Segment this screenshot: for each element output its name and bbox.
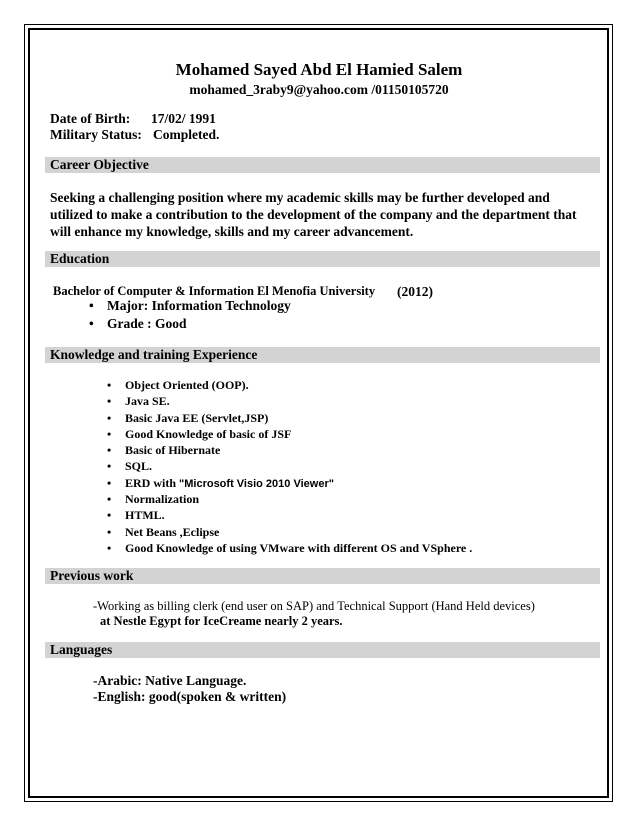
language-english: -English: good(spoken & written) — [93, 689, 287, 704]
work-employer: at Nestle Egypt for IceCreame nearly 2 years. — [100, 614, 343, 628]
list-item: • Java SE. — [125, 393, 472, 409]
work-description: -Working as billing clerk (end user on SAP) and Technical Support (Hand Held devices) — [93, 599, 535, 613]
section-header-career-objective: Career Objective — [45, 157, 600, 173]
objective-paragraph — [50, 189, 590, 240]
section-header-knowledge: Knowledge and training Experience — [45, 347, 600, 363]
list-item: • Major: Information Technology — [107, 297, 291, 315]
objective-line: utilized to make a contribution to the development of the company and the department that — [50, 207, 577, 222]
degree-text: Bachelor of Computer & Information El Menofia University — [53, 284, 376, 298]
list-item: • Object Oriented (OOP). — [125, 377, 472, 393]
section-header-education: Education — [45, 251, 600, 267]
list-item: • Basic Java EE (Servlet,JSP) — [125, 410, 472, 426]
erd-tool: "Microsoft Visio 2010 Viewer" — [179, 477, 334, 490]
list-item: • SQL. — [125, 458, 472, 474]
list-item: • Net Beans ,Eclipse — [125, 524, 472, 540]
objective-line: will enhance my knowledge, skills and my career advancement. — [50, 224, 414, 239]
dob-label: Date of Birth: — [50, 111, 131, 126]
list-item: • Basic of Hibernate — [125, 442, 472, 458]
list-item: • HTML. — [125, 507, 472, 523]
military-value: Completed. — [153, 127, 220, 142]
resume-name: Mohamed Sayed Abd El Hamied Salem — [175, 60, 463, 79]
education-list — [107, 297, 291, 333]
erd-label: ERD with — [125, 475, 180, 490]
list-item: • Good Knowledge of basic of JSF — [125, 426, 472, 442]
list-item: • Good Knowledge of using VMware with different OS and VSphere . — [125, 540, 472, 556]
military-label: Military Status: — [50, 127, 142, 142]
list-item: • Normalization — [125, 491, 472, 507]
language-arabic: -Arabic: Native Language. — [93, 673, 247, 688]
graduation-year: (2012) — [397, 284, 433, 299]
list-item — [125, 475, 472, 491]
contact-info: mohamed_3raby9@yahoo.com /01150105720 — [189, 82, 449, 97]
skills-list — [125, 377, 472, 556]
dob-value: 17/02/ 1991 — [151, 111, 216, 126]
objective-line: Seeking a challenging position where my academic skills may be further developed and — [50, 190, 550, 205]
section-header-previous-work: Previous work — [45, 568, 600, 584]
section-header-languages: Languages — [45, 642, 600, 658]
list-item: • Grade : Good — [107, 315, 291, 333]
